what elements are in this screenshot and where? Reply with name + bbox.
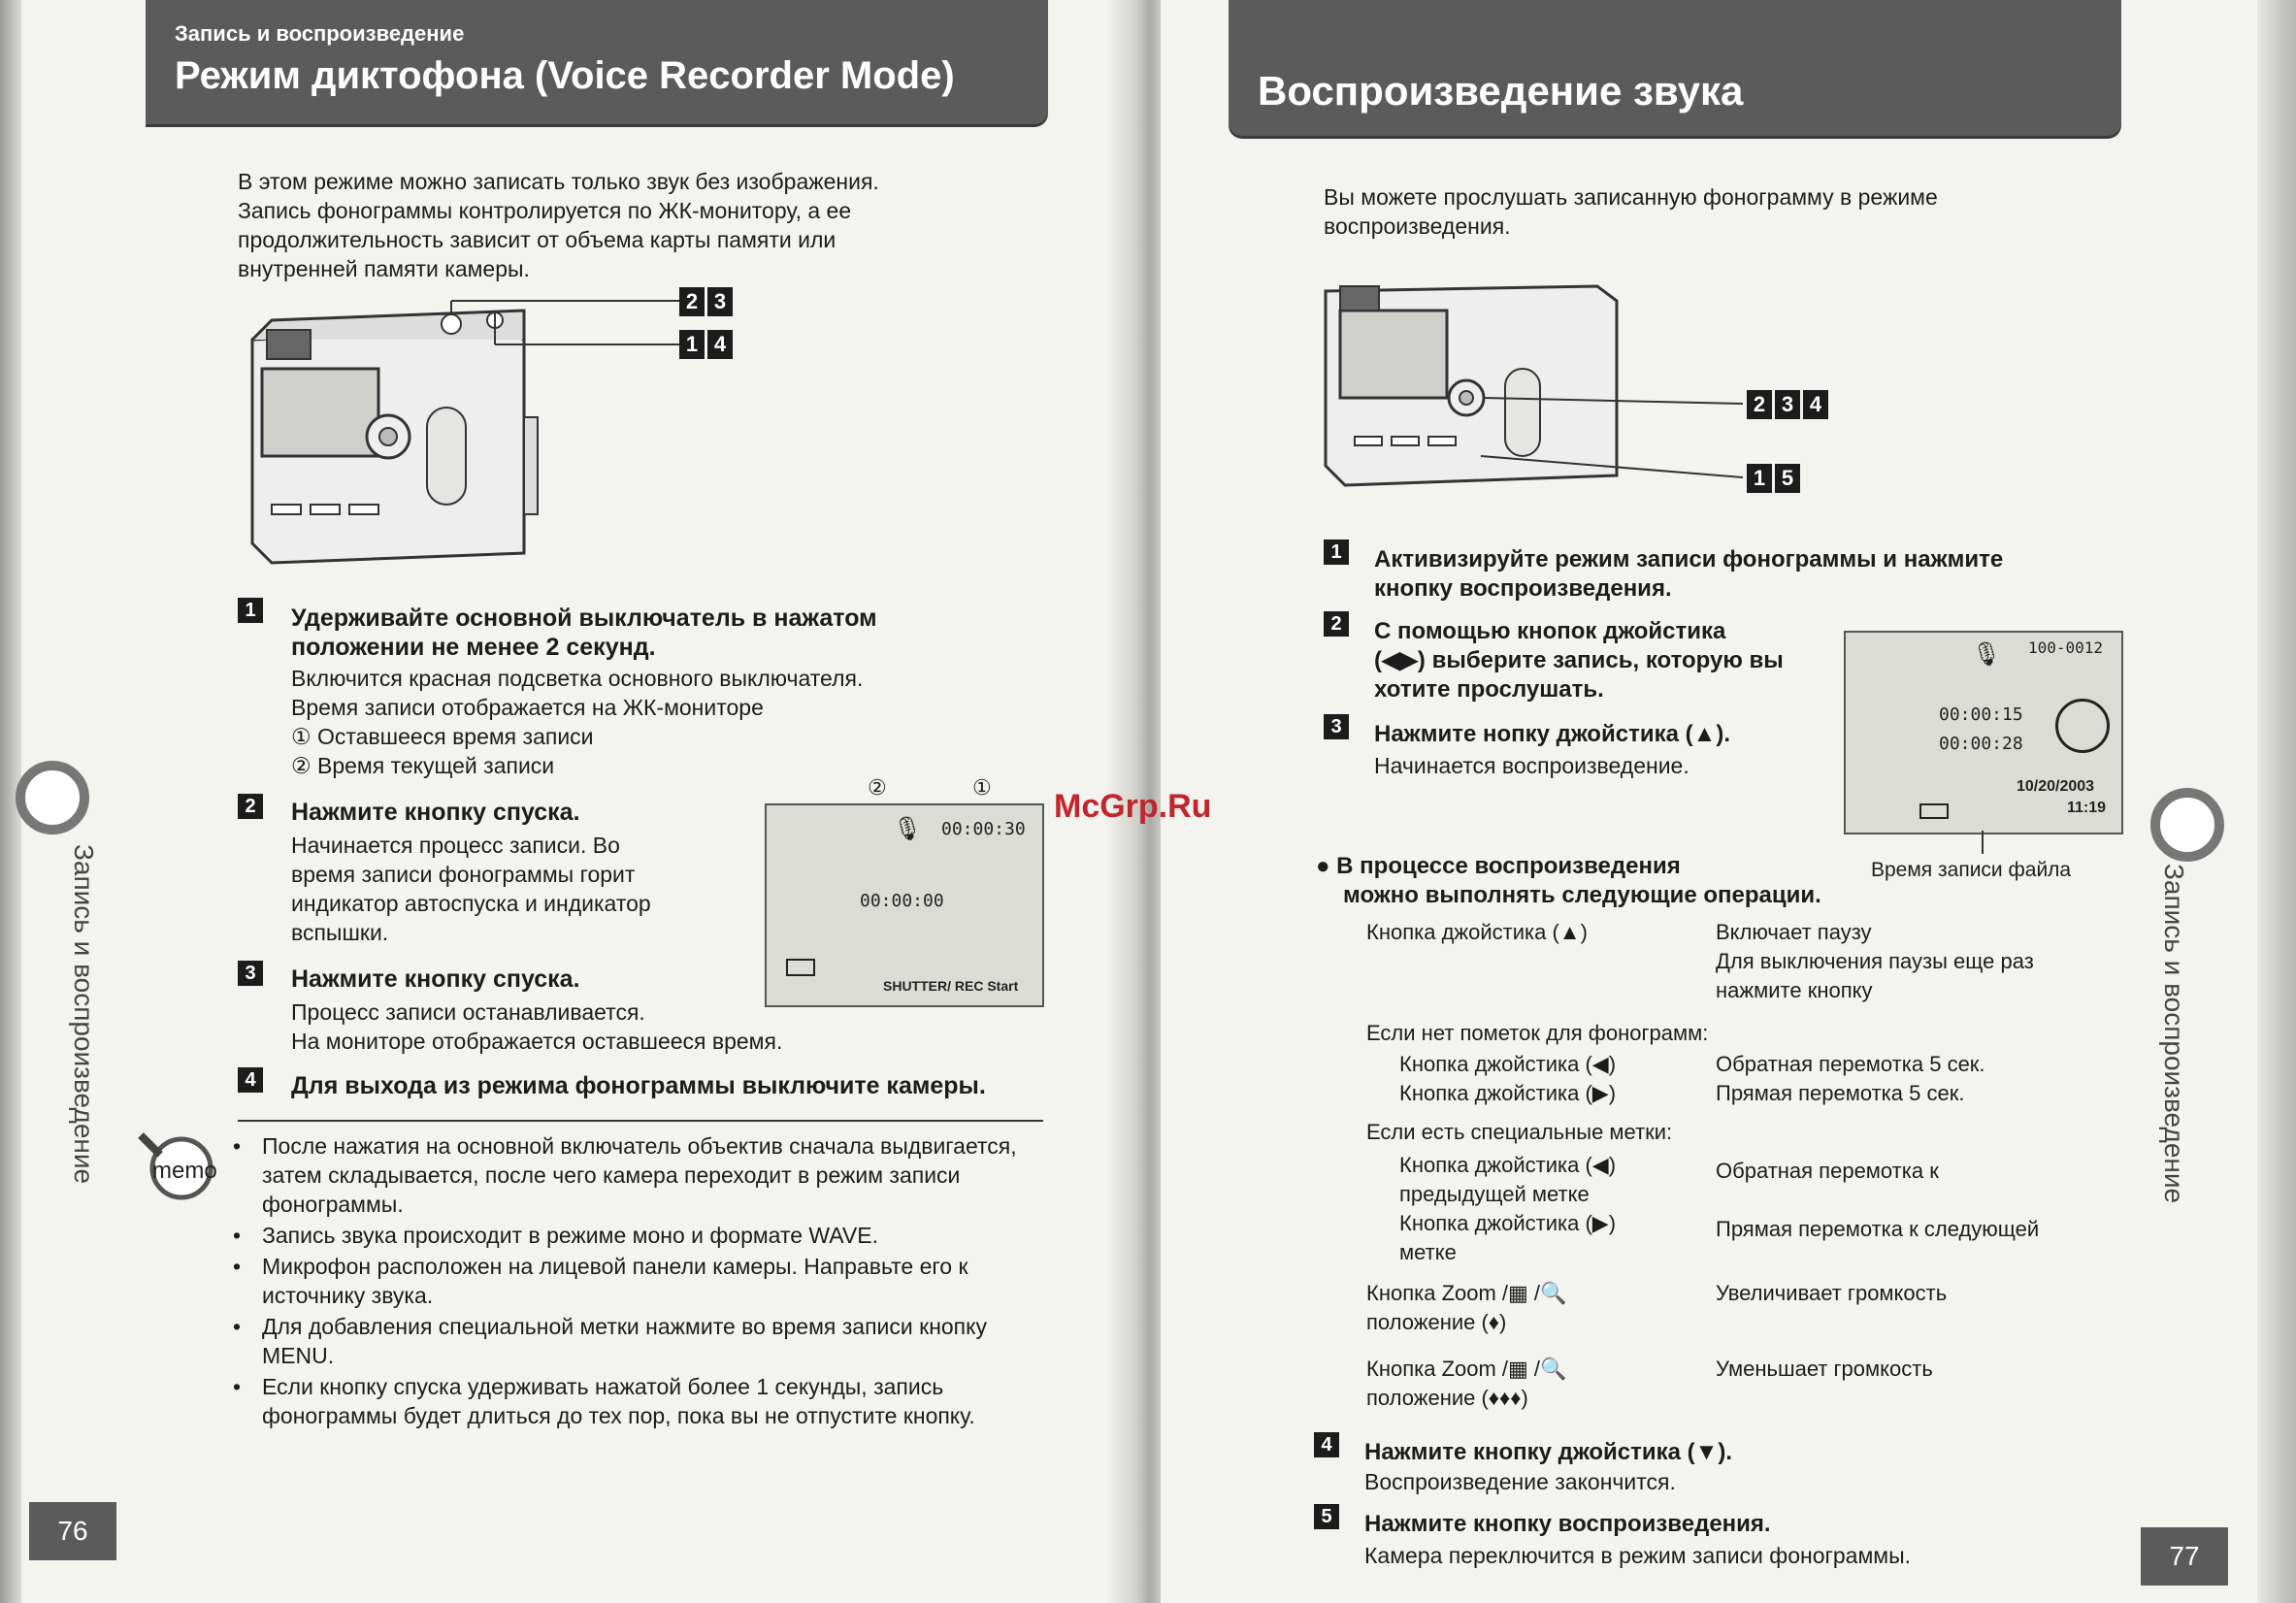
ops-key: Кнопка джойстика (▲) bbox=[1366, 920, 1588, 944]
callout-tag-15 bbox=[1747, 464, 1800, 493]
callout-number: 2 bbox=[679, 287, 705, 316]
no-marks-table bbox=[1399, 1050, 1985, 1108]
memo-note: • Микрофон расположен на лицевой панели камеры. Направьте его к источнику звука. bbox=[233, 1252, 1029, 1310]
step-title-line: кнопку воспроизведения. bbox=[1374, 575, 1672, 602]
intro-paragraph bbox=[238, 167, 1072, 283]
step-body-line: индикатор автоспуска и индикатор bbox=[291, 891, 651, 916]
date: 10/20/2003 bbox=[2017, 778, 2095, 795]
chapter-tab-marker bbox=[16, 761, 89, 834]
ops-key-line: Кнопка джойстика (◀) bbox=[1399, 1153, 1617, 1177]
microphone-icon: 🎙 bbox=[893, 815, 923, 842]
memo-icon bbox=[131, 1126, 218, 1203]
page-number: 77 bbox=[2141, 1527, 2228, 1586]
step-title-line: положении не менее 2 секунд. bbox=[291, 634, 656, 661]
lcd-recording-screen bbox=[765, 776, 1044, 1007]
intro-line: Вы можете прослушать записанную фонограмму в режиме bbox=[1324, 184, 1938, 210]
step-1-title bbox=[291, 604, 1067, 662]
step-3-title: Нажмите нопку джойстика (▲). bbox=[1374, 721, 1731, 747]
ops-key-line: положение (♦♦♦) bbox=[1366, 1386, 1528, 1410]
chapter-side-label: Запись и воспроизведение bbox=[69, 844, 99, 1185]
lcd-playback-screen bbox=[1844, 631, 2123, 834]
ops-action: нажмите кнопку bbox=[1716, 978, 1873, 1002]
step-number: 2 bbox=[1324, 611, 1349, 637]
memo-notes bbox=[233, 1131, 1029, 1432]
camera-illustration bbox=[1316, 262, 1743, 495]
step-4-title: Для выхода из режима фонограммы выключите камеры. bbox=[291, 1072, 986, 1099]
shutter-start-hint: SHUTTER/ REC Start bbox=[883, 978, 1019, 994]
ops-key bbox=[1399, 1209, 1716, 1267]
ops-key-line: Кнопка джойстика (▶) bbox=[1399, 1211, 1617, 1235]
memo-note: • Для добавления специальной метки нажмите во время записи кнопку MENU. bbox=[233, 1312, 1029, 1370]
callout-tag-14 bbox=[679, 330, 733, 359]
step-number: 3 bbox=[238, 961, 263, 986]
caption-pointer bbox=[1982, 831, 1984, 854]
clock: 11:19 bbox=[2067, 800, 2107, 816]
file-number: 100-0012 bbox=[2028, 638, 2104, 657]
page-number: 76 bbox=[29, 1502, 116, 1560]
callout-tag-234 bbox=[1747, 390, 1828, 419]
callout-number: 1 bbox=[1747, 464, 1772, 493]
step-5-title: Нажмите кнопку воспроизведения. bbox=[1364, 1511, 1771, 1537]
step-2-body bbox=[291, 831, 757, 947]
memo-note: • Запись звука происходит в режиме моно и формате WAVE. bbox=[233, 1221, 1029, 1250]
battery-icon bbox=[1919, 803, 1949, 819]
section-header bbox=[1229, 0, 2121, 136]
step-2-title: Нажмите кнопку спуска. bbox=[291, 799, 580, 826]
intro-line: воспроизведения. bbox=[1324, 213, 1511, 239]
ops-heading-line: ● В процессе воспроизведения bbox=[1316, 853, 1681, 879]
step-title-line: С помощью кнопок джойстика bbox=[1374, 618, 1726, 644]
ops-row bbox=[1366, 1355, 1947, 1413]
page-edge bbox=[2257, 0, 2296, 1603]
ops-action: Обратная перемотка 5 сек. bbox=[1716, 1052, 1985, 1076]
ops-action: Увеличивает громкость bbox=[1716, 1281, 1948, 1305]
camera-illustration bbox=[233, 281, 776, 582]
ops-key bbox=[1366, 976, 1716, 1005]
step-body-line: время записи фонограммы горит bbox=[291, 862, 636, 887]
ops-key-line: положение (♦) bbox=[1366, 1310, 1507, 1334]
ops-action: Для выключения паузы еще раз bbox=[1716, 949, 2034, 973]
marks-table bbox=[1399, 1151, 2039, 1267]
page-left bbox=[0, 0, 1135, 1603]
ops-action: Обратная перемотка к bbox=[1716, 1159, 1939, 1183]
callout-tag-23 bbox=[679, 287, 733, 316]
ops-row bbox=[1366, 947, 2034, 976]
intro-line: внутренней памяти камеры. bbox=[238, 256, 530, 281]
memo-note: • Если кнопку спуска удерживать нажатой более 1 секунды, запись фонограммы будет длиться до тех пор, пока вы не отпустите кнопку. bbox=[233, 1372, 1029, 1430]
watermark: McGrp.Ru bbox=[1054, 788, 1212, 825]
divider bbox=[238, 1120, 1043, 1122]
callout-number: 4 bbox=[1803, 390, 1828, 419]
page-title: Воспроизведение звука bbox=[1258, 68, 1744, 114]
step-body-line: ② Время текущей записи bbox=[291, 753, 555, 778]
step-title-line: Удерживайте основной выключатель в нажатом bbox=[291, 605, 877, 632]
ops-key-line: предыдущей метке bbox=[1399, 1182, 1590, 1206]
lcd-caption: Время записи файла bbox=[1871, 859, 2072, 881]
step-title-line: Активизируйте режим записи фонограммы и нажмите bbox=[1374, 546, 2004, 572]
step-body-line: ① Оставшееся время записи bbox=[291, 724, 594, 749]
ops-heading bbox=[1316, 852, 1821, 910]
step-number: 2 bbox=[238, 794, 263, 819]
callout-number: 4 bbox=[707, 330, 733, 359]
remaining-time: 00:00:30 bbox=[941, 819, 1026, 839]
step-body-line: На мониторе отображается оставшееся время. bbox=[291, 1029, 783, 1054]
ops-heading-line: можно выполнять следующие операции. bbox=[1343, 882, 1821, 908]
ops-row bbox=[1399, 1050, 1985, 1079]
intro-line: Запись фонограммы контролируется по ЖК-монитору, а ее bbox=[238, 198, 852, 223]
ops-heading-text: В процессе воспроизведения bbox=[1336, 853, 1681, 879]
memo-note: • После нажатия на основной включатель объектив сначала выдвигается, затем складывается, после чего камера переходит в режим записи фонограммы. bbox=[233, 1131, 1029, 1219]
ops-action: Уменьшает громкость bbox=[1716, 1357, 1933, 1381]
step-number: 4 bbox=[1314, 1432, 1339, 1457]
section-header bbox=[146, 0, 1048, 124]
callout-number: 3 bbox=[707, 287, 733, 316]
step-5-body: Камера переключится в режим записи фонограммы. bbox=[1364, 1543, 1912, 1568]
ops-key bbox=[1366, 1279, 1716, 1355]
ops-row bbox=[1399, 1209, 2039, 1267]
step-title-line: хотите прослушать. bbox=[1374, 676, 1604, 703]
page-title: Режим диктофона (Voice Recorder Mode) bbox=[175, 54, 955, 97]
ops-key: Кнопка джойстика (◀) bbox=[1399, 1052, 1617, 1076]
callout-number: 2 bbox=[1747, 390, 1772, 419]
step-3-body: Начинается воспроизведение. bbox=[1374, 753, 1689, 778]
step-body-line: Время записи отображается на ЖК-мониторе bbox=[291, 695, 764, 720]
step-1-title bbox=[1374, 545, 2150, 604]
current-time: 00:00:00 bbox=[860, 891, 944, 911]
battery-icon bbox=[786, 959, 815, 976]
step-number: 1 bbox=[1324, 540, 1349, 565]
step-body-line: Включится красная подсветка основного выключателя. bbox=[291, 666, 864, 691]
step-3-body bbox=[291, 998, 1067, 1056]
microphone-icon: 🎙 bbox=[1972, 640, 2002, 668]
callout-number: 1 bbox=[679, 330, 705, 359]
step-1-body bbox=[291, 664, 1067, 780]
step-4-title: Нажмите кнопку джойстика (▼). bbox=[1364, 1439, 1733, 1465]
label-remaining-marker: ① bbox=[972, 776, 992, 801]
step-title-line: (◀▶) выберите запись, которую вы bbox=[1374, 647, 1784, 673]
step-body-line: Процесс записи останавливается. bbox=[291, 999, 645, 1025]
intro-paragraph bbox=[1324, 182, 2100, 241]
chapter-side-label: Запись и воспроизведение bbox=[2159, 864, 2189, 1204]
step-number: 4 bbox=[238, 1067, 263, 1093]
section-subtitle: Запись и воспроизведение bbox=[175, 21, 465, 46]
ops-row bbox=[1366, 1279, 1947, 1355]
ops-key bbox=[1366, 1355, 1716, 1413]
step-number: 3 bbox=[1324, 714, 1349, 739]
ops-key bbox=[1399, 1151, 1716, 1209]
ops-key-line: Кнопка Zoom /▦ /🔍 bbox=[1366, 1281, 1567, 1305]
page-right bbox=[1161, 0, 2296, 1603]
step-4-body: Воспроизведение закончится. bbox=[1364, 1469, 1676, 1494]
chapter-tab-marker bbox=[2150, 788, 2224, 862]
ops-action: Прямая перемотка к следующей bbox=[1716, 1217, 2040, 1241]
zoom-table bbox=[1366, 1279, 1947, 1413]
marks-heading: Если есть специальные метки: bbox=[1366, 1120, 1673, 1144]
memo-label: memo bbox=[152, 1158, 217, 1184]
ops-action: Прямая перемотка 5 сек. bbox=[1716, 1081, 1965, 1105]
step-body-line: Начинается процесс записи. Во bbox=[291, 833, 620, 858]
step-number: 5 bbox=[1314, 1504, 1339, 1529]
ops-key-line: метке bbox=[1399, 1240, 1457, 1264]
ops-action: Включает паузу bbox=[1716, 920, 1872, 944]
ops-row bbox=[1366, 918, 2034, 947]
ops-key-line: Кнопка Zoom /▦ /🔍 bbox=[1366, 1357, 1567, 1381]
ops-key: Кнопка джойстика (▶) bbox=[1399, 1081, 1617, 1105]
step-3-title: Нажмите кнопку спуска. bbox=[291, 965, 580, 993]
played-time: 00:00:15 bbox=[1939, 704, 2023, 725]
ops-row bbox=[1399, 1151, 2039, 1209]
intro-line: продолжительность зависит от объема карты памяти или bbox=[238, 227, 836, 252]
label-current-marker: ② bbox=[868, 776, 887, 801]
total-time: 00:00:28 bbox=[1939, 734, 2023, 754]
callout-number: 5 bbox=[1775, 464, 1800, 493]
step-number: 1 bbox=[238, 598, 263, 623]
no-marks-heading: Если нет пометок для фонограмм: bbox=[1366, 1021, 1709, 1045]
ops-row bbox=[1366, 976, 2034, 1005]
step-body-line: вспышки. bbox=[291, 920, 389, 945]
ops-key bbox=[1366, 947, 1716, 976]
step-2-title bbox=[1374, 617, 1859, 704]
ops-table bbox=[1366, 918, 2034, 1005]
ops-row bbox=[1399, 1079, 1985, 1108]
joystick-icon bbox=[2055, 699, 2110, 753]
callout-number: 3 bbox=[1775, 390, 1800, 419]
intro-line: В этом режиме можно записать только звук без изображения. bbox=[238, 169, 879, 194]
